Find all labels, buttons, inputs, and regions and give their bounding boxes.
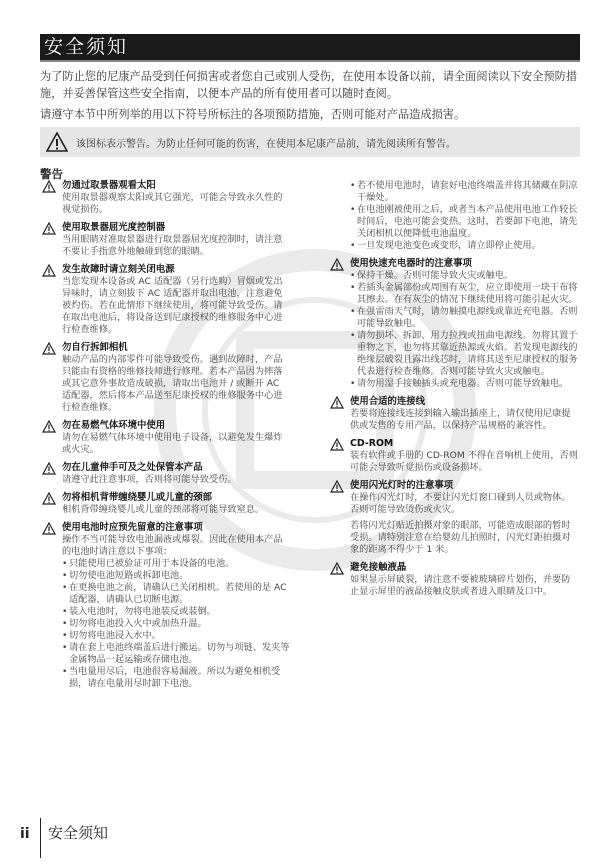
warning-body: 装有软件或手册的 CD-ROM 不得在音响机上使用，否则可能会导致听觉损伤或设备损坏。 (350, 450, 578, 473)
footer-divider (40, 818, 41, 858)
warning-body: 若将闪光灯贴近拍摄对象的眼部，可能造成眼部的暂时受损。请特别注意在给婴幼儿拍照时，闪光灯距拍摄对象的距离不得少于 1 米。 (350, 520, 571, 555)
list-item: • 若不使用电池时，请套好电池终端盖并将其储藏在阴凉干燥处。 (350, 180, 578, 204)
warning-heading: CD-ROM (350, 438, 394, 449)
warning-item (328, 480, 578, 556)
warning-heading: 使用闪光灯时的注意事项 (350, 480, 454, 491)
warning-triangle-icon (330, 396, 344, 409)
warning-body: 相机背带缠绕婴儿或儿童的颈部将可能导致窒息。 (62, 504, 265, 515)
page-number: ii (20, 826, 30, 842)
footer-title: 安全须知 (48, 824, 109, 842)
warning-triangle-icon (42, 180, 56, 193)
warning-triangle-icon (330, 562, 344, 575)
warning-notice-box (40, 127, 580, 157)
list-item: • 请在套上电池终端盖后进行搬运。切勿与项链、发夹等金属物品一起运输或存储电池。 (62, 642, 290, 666)
warning-heading: 使用电池时应预先留意的注意事项 (62, 522, 203, 533)
page-title: 安全须知 (44, 36, 129, 58)
warning-heading: 发生故障时请立刻关闭电源 (62, 264, 175, 275)
warning-item (40, 462, 290, 486)
warning-body: 当您发现本设备或 AC 适配器（另行选购）冒烟或发出异味时，请立刻拔下 AC 适配器并取出电池，注意避免被灼伤。若在此情形下继续使用，将可能导致受伤。请在取出电池后，将设备送到尼康授权的维修服务中心进行检查维修。 (62, 276, 283, 335)
list-item: • 在更换电池之前，请确认已关闭相机。若使用的是 AC 适配器，请确认已切断电源。 (62, 582, 290, 606)
charger-bullets (350, 270, 578, 390)
warning-item (328, 258, 578, 390)
warning-heading: 勿自行拆卸相机 (62, 342, 128, 353)
list-item: • 请勿用湿手接触插头或充电器。否则可能导致触电。 (350, 378, 578, 390)
warning-triangle-icon (42, 222, 56, 235)
intro-paragraph-1: 为了防止您的尼康产品受到任何损害或者您自己或别人受伤，在使用本设备以前，请全面阅读以下安全预防措施，并妥善保管这些安全指南，以便本产品的所有使用者可以随时查阅。 (40, 70, 578, 100)
warning-item (328, 438, 578, 474)
warning-item (328, 396, 578, 432)
warning-triangle-icon (42, 420, 56, 433)
list-item: • 在电池刚被使用之后，或者当本产品使用电池工作较长时间后，电池可能会变热。这时，若要卸下电池，请先关闭相机以便降低电池温度。 (350, 204, 578, 240)
list-item: • 切勿将电池浸入水中。 (62, 630, 290, 642)
left-column (40, 180, 290, 696)
warning-item (40, 222, 290, 258)
battery-bullets-continued (328, 180, 578, 252)
warning-item (40, 342, 290, 414)
warning-heading: 避免接触液晶 (350, 562, 407, 573)
warning-body: 若要将连接线连接到输入输出插座上，请仅使用尼康提供或发售的专用产品，以保持产品规格的兼容性。 (350, 408, 571, 431)
list-item: • 在强雷雨天气时，请勿触摸电源线或靠近充电器。否则可能导致触电。 (350, 306, 578, 330)
warning-item (40, 522, 290, 690)
warning-triangle-icon (46, 132, 68, 152)
warning-body: 当用眼睛对准取景器进行取景器屈光度控制时，请注意不要让手指意外地触碰到您的眼睛。 (62, 234, 283, 257)
list-item: • 切勿将电池投入火中或加热升温。 (62, 618, 290, 630)
list-item: • 只能使用已被验证可用于本设备的电池。 (62, 558, 290, 570)
warning-heading: 使用快速充电器时的注意事项 (350, 258, 472, 269)
warnings-heading: 警告 (40, 167, 63, 181)
warning-triangle-icon (330, 258, 344, 271)
warning-body: 操作不当可能导致电池漏液或爆裂。因此在使用本产品的电池时请注意以下事项： (62, 534, 283, 557)
list-item: • 保持干燥。否则可能导致火灾或触电。 (350, 270, 578, 282)
warning-item (40, 492, 290, 516)
list-item: • 当电量用尽后，电池很容易漏液。所以为避免相机受损，请在电量用尽时卸下电池。 (62, 666, 290, 690)
list-item: • 若插头金属部份或周围有灰尘，应立即使用一块干布将其擦去。在有灰尘的情况下继续使用将可能引起火灾。 (350, 282, 578, 306)
warning-heading: 使用取景器屈光度控制器 (62, 222, 166, 233)
intro-paragraph-2: 请遵守本节中所列举的用以下符号所标注的各项预防措施，否则可能对产品造成损害。 (40, 108, 466, 121)
warning-triangle-icon (42, 264, 56, 277)
warning-body: 如果显示屏破裂，请注意不要被玻璃碎片划伤，并要防止显示屏里的液晶接触皮肤或者进入眼睛及口中。 (350, 574, 571, 597)
warning-body: 在操作闪光灯时，不要让闪光灯窗口碰到人员或物体。否则可能导致烫伤或火灾。 (350, 492, 571, 515)
page-title-bar (40, 34, 580, 62)
warning-triangle-icon (42, 522, 56, 535)
warning-triangle-icon (42, 462, 56, 475)
list-item: • 请勿损坏、拆卸、用力拉拽或扭曲电源线。勿将其置于重物之下，也勿将其靠近热源或火焰。若发现电源线的绝缘层破裂且露出线芯时，请将其送至尼康授权的服务代表进行检查维修。否则可能导致火灾或触电。 (350, 330, 578, 378)
warning-item (40, 420, 290, 456)
list-item: • 一旦发现电池变色或变形，请立即停止使用。 (350, 240, 578, 252)
warning-triangle-icon (42, 342, 56, 355)
warning-heading: 勿在易燃气体环境中使用 (62, 420, 166, 431)
warning-body: 触动产品的内部零件可能导致受伤。遇到故障时，产品只能由有资格的维修技师进行修理。若本产品因为摔落或其它意外事故造成破损，请取出电池并 / 或断开 AC 适配器，然后将本产品送至尼康授权的维修服务中心进行检查维修。 (62, 354, 283, 413)
warning-item (328, 562, 578, 598)
right-column (328, 180, 578, 604)
warning-triangle-icon (42, 492, 56, 505)
warning-body: 请遵守此注意事项，否则将可能导致受伤。 (62, 474, 237, 485)
battery-bullets (62, 558, 290, 690)
list-item: • 装入电池时，勿将电池装反或装倒。 (62, 606, 290, 618)
warning-body: 使用取景器观察太阳或其它强光，可能会导致永久性的视觉损伤。 (62, 192, 283, 215)
warning-body: 请勿在易燃气体环境中使用电子设备，以避免发生爆炸或火灾。 (62, 432, 283, 455)
warning-heading: 勿在儿童伸手可及之处保管本产品 (62, 462, 203, 473)
warning-triangle-icon (330, 480, 344, 493)
warning-triangle-icon (330, 438, 344, 451)
warning-item (40, 180, 290, 216)
warning-heading: 勿将相机背带缠绕婴儿或儿童的颈部 (62, 492, 213, 503)
warning-heading: 使用合适的连接线 (350, 396, 426, 407)
warning-heading: 勿通过取景器观看太阳 (62, 180, 156, 191)
warning-item (40, 264, 290, 336)
notice-text: 该图标表示警告。为防止任何可能的伤害，在使用本尼康产品前，请先阅读所有警告。 (76, 138, 456, 150)
list-item: • 切勿使电池短路或拆卸电池。 (62, 570, 290, 582)
